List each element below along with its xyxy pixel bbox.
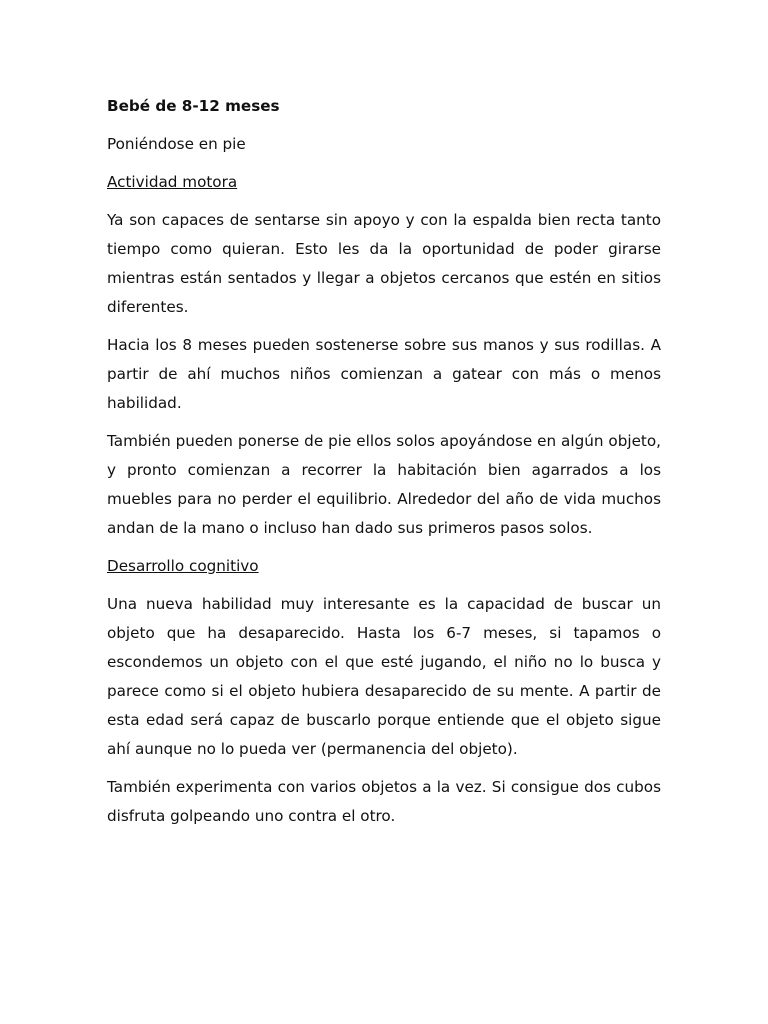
paragraph: Una nueva habilidad muy interesante es la capacidad de buscar un objeto que ha desaparecido. Hasta los 6-7 meses, si tapamos o escondemos un objeto con el que esté jugando, el niño no lo busca y parece como si el objeto hubiera desaparecido de su mente. A partir de esta edad será capaz de buscarlo porque entiende que el objeto sigue ahí aunque no lo pueda ver (permanencia del objeto). xyxy=(107,595,661,758)
section-desarrollo-cognitivo xyxy=(107,552,661,831)
paragraph: Hacia los 8 meses pueden sostenerse sobre sus manos y sus rodillas. A partir de ahí muchos niños comienzan a gatear con más o menos habilidad. xyxy=(107,336,661,412)
document-subtitle: Poniéndose en pie xyxy=(107,135,246,153)
paragraph: También pueden ponerse de pie ellos solos apoyándose en algún objeto, y pronto comienzan a recorrer la habitación bien agarrados a los muebles para no perder el equilibrio. Alrededor del año de vida muchos andan de la mano o incluso han dado sus primeros pasos solos. xyxy=(107,432,661,537)
section-heading: Desarrollo cognitivo xyxy=(107,557,259,575)
paragraph: También experimenta con varios objetos a la vez. Si consigue dos cubos disfruta golpeando uno contra el otro. xyxy=(107,778,661,825)
section-actividad-motora xyxy=(107,168,661,543)
section-heading: Actividad motora xyxy=(107,173,238,191)
document-title: Bebé de 8-12 meses xyxy=(107,97,280,115)
paragraph: Ya son capaces de sentarse sin apoyo y con la espalda bien recta tanto tiempo como quieran. Esto les da la oportunidad de poder girarse mientras están sentados y llegar a objetos cercanos que estén en sitios diferentes. xyxy=(107,211,661,316)
